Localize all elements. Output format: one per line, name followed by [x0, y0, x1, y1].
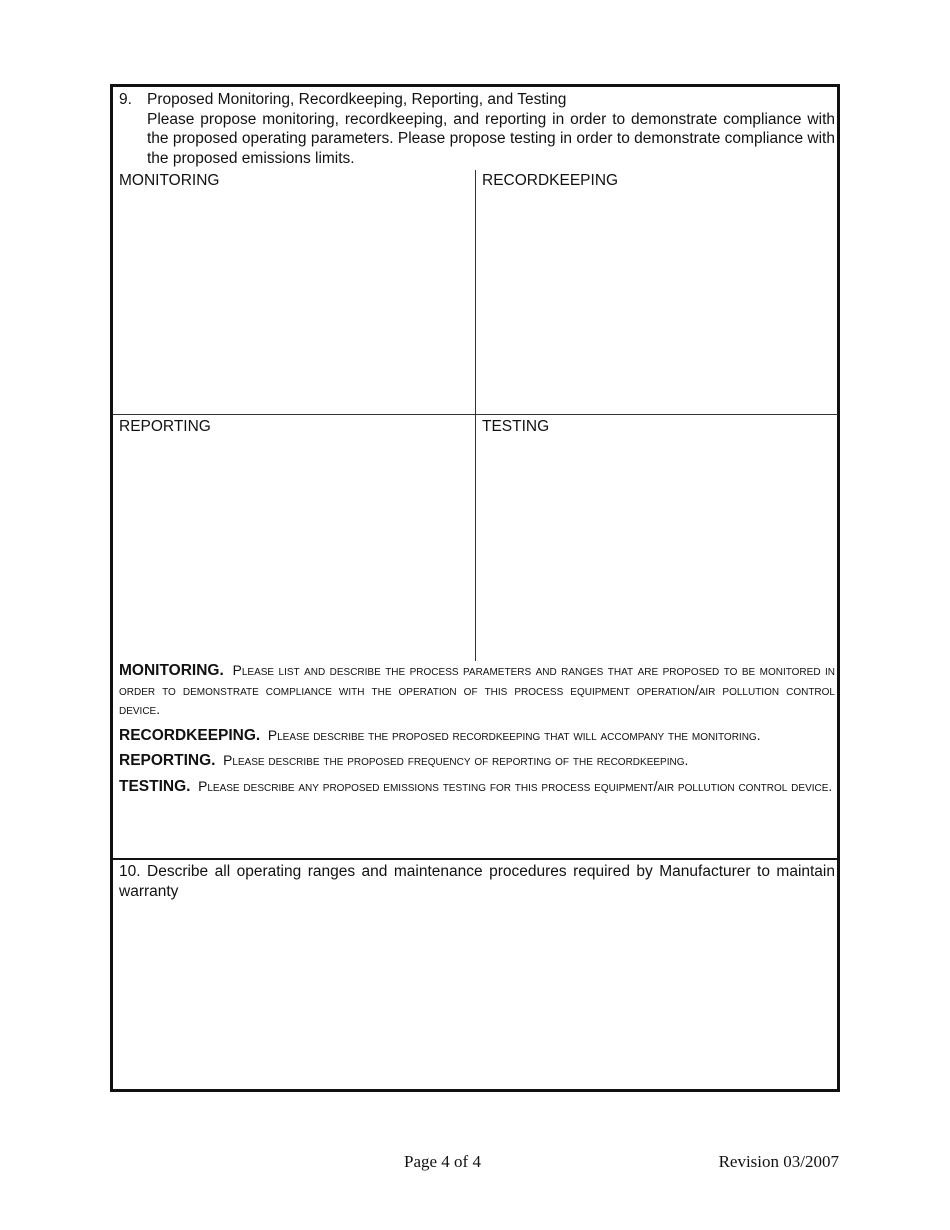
row-divider: [113, 414, 838, 415]
monitoring-field[interactable]: MONITORING: [119, 172, 220, 189]
note-monitoring: MONITORING. Please list and describe the process parameters and ranges that are proposed to be monitored in order to demonstrate compliance with the operation of this process equipment operation/air pollution control device.: [119, 662, 835, 717]
note-testing: TESTING. Please describe any proposed emissions testing for this process equipment/air pollution control device.: [119, 777, 833, 795]
testing-field[interactable]: TESTING: [482, 418, 550, 435]
note-reporting: REPORTING. Please describe the proposed frequency of reporting of the recordkeeping.: [119, 752, 689, 769]
revision-date: Revision 03/2007: [718, 1152, 839, 1171]
section-9-notes: [119, 661, 835, 802]
section-10-field[interactable]: 10. Describe all operating ranges and maintenance procedures required by Manufacturer to maintain warranty: [119, 863, 835, 900]
page-number: Page 4 of 4: [404, 1152, 481, 1171]
section-10-divider: [113, 858, 838, 860]
section-9-instructions: Please propose monitoring, recordkeeping, and reporting in order to demonstrate compliance with the proposed operating parameters. Please propose testing in order to demonstrate compliance with the proposed emissions limits.: [147, 110, 835, 167]
section-9-header: [119, 90, 835, 168]
section-9-number: 9.: [119, 91, 132, 108]
section-9-title: Proposed Monitoring, Recordkeeping, Reporting, and Testing: [147, 91, 567, 108]
reporting-field[interactable]: REPORTING: [119, 418, 211, 435]
note-recordkeeping: RECORDKEEPING. Please describe the proposed recordkeeping that will accompany the monitoring.: [119, 726, 761, 744]
permit-form-page: [110, 84, 840, 1092]
column-divider: [475, 170, 476, 661]
recordkeeping-field[interactable]: RECORDKEEPING: [482, 172, 619, 189]
